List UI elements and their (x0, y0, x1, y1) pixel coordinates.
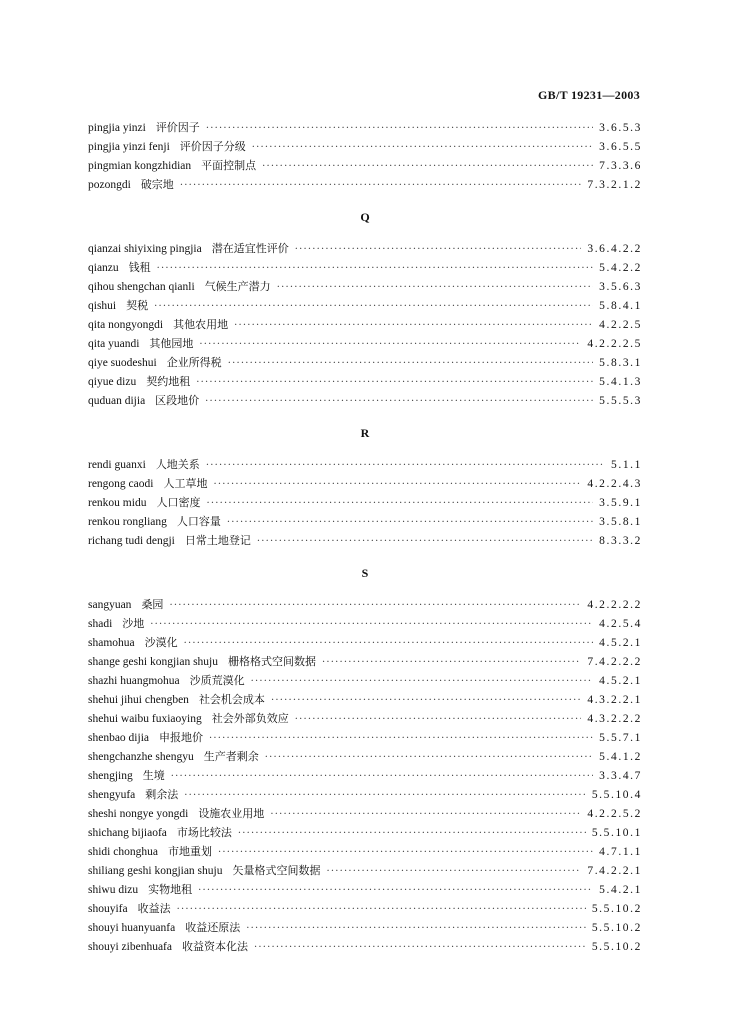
entry-chinese: 人口容量 (176, 515, 221, 528)
entry-pinyin: shazhi huangmohua (88, 675, 180, 687)
entry-pinyin: shengyufa (88, 789, 136, 801)
entry-chinese: 人口密度 (156, 496, 201, 509)
index-entry (88, 728, 642, 747)
entry-reference: 5.5.7.1 (599, 732, 642, 744)
index-entry (88, 842, 642, 861)
entry-pinyin: shidi chonghua (88, 846, 158, 858)
entry-pinyin: rendi guanxi (88, 459, 146, 471)
entry-pinyin: qihou shengchan qianli (88, 281, 195, 293)
index-entry (88, 372, 642, 391)
entry-pinyin: shouyi zibenhuafa (88, 941, 172, 953)
index-entry (88, 690, 642, 709)
index-entry (88, 614, 642, 633)
index-section (88, 564, 642, 956)
standard-code: GB/T 19231—2003 (538, 88, 640, 102)
entry-pinyin: pingjia yinzi (88, 122, 146, 134)
dot-leader (265, 748, 593, 767)
entry-pinyin: sheshi nongye yongdi (88, 808, 189, 820)
index-entry (88, 747, 642, 766)
dot-leader (262, 157, 593, 176)
dot-leader (213, 475, 581, 494)
entry-chinese: 矢量格式空间数据 (232, 864, 321, 877)
index-section (88, 118, 642, 194)
dot-leader (184, 786, 586, 805)
entry-reference: 4.5.2.1 (599, 637, 642, 649)
entry-reference: 4.2.2.2.5 (587, 338, 642, 350)
index-entry (88, 296, 642, 315)
dot-leader (177, 900, 586, 919)
index-entry (88, 709, 642, 728)
entry-reference: 5.5.10.2 (591, 941, 642, 953)
dot-leader (184, 634, 594, 653)
entry-chinese: 沙漠化 (144, 636, 178, 649)
entry-pinyin: qishui (88, 300, 117, 312)
index-list (88, 118, 642, 956)
dot-leader (218, 843, 593, 862)
entry-pinyin: shange geshi kongjian shuju (88, 656, 218, 668)
entry-reference: 5.8.3.1 (599, 357, 642, 369)
dot-leader (254, 938, 586, 957)
entry-chinese: 契税 (126, 299, 149, 312)
dot-leader (277, 278, 593, 297)
index-entry (88, 633, 642, 652)
index-entry (88, 353, 642, 372)
index-entry (88, 493, 642, 512)
index-entry (88, 175, 642, 194)
index-entry (88, 118, 642, 137)
entry-chinese: 区段地价 (155, 394, 200, 407)
entry-pinyin: qita nongyongdi (88, 319, 164, 331)
entry-chinese: 社会机会成本 (198, 693, 265, 706)
entry-reference: 4.7.1.1 (599, 846, 642, 858)
dot-leader (150, 615, 593, 634)
index-entry (88, 512, 642, 531)
entry-reference: 4.2.2.4.3 (587, 478, 642, 490)
entry-reference: 5.5.10.1 (591, 827, 642, 839)
entry-chinese: 市地重划 (167, 845, 212, 858)
entry-chinese: 市场比较法 (176, 826, 232, 839)
index-entry (88, 595, 642, 614)
entry-reference: 5.5.5.3 (599, 395, 642, 407)
entry-chinese: 申报地价 (159, 731, 203, 744)
dot-leader (196, 373, 593, 392)
entry-pinyin: shiliang geshi kongjian shuju (88, 865, 223, 877)
entry-chinese: 企业所得税 (166, 356, 222, 369)
index-entry (88, 239, 642, 258)
dot-leader (252, 138, 593, 157)
index-entry (88, 899, 642, 918)
index-section (88, 208, 642, 410)
entry-chinese: 收益法 (137, 902, 171, 915)
entry-reference: 4.3.2.2.1 (587, 694, 642, 706)
entry-reference: 5.4.2.2 (599, 262, 642, 274)
index-entry (88, 474, 642, 493)
entry-reference: 3.6.4.2.2 (587, 243, 642, 255)
entry-reference: 4.5.2.1 (599, 675, 642, 687)
dot-leader (234, 316, 593, 335)
entry-chinese: 人工草地 (163, 477, 208, 490)
entry-pinyin: shehui jihui chengben (88, 694, 189, 706)
index-entry (88, 334, 642, 353)
dot-leader (271, 691, 581, 710)
entry-pinyin: qianzu (88, 262, 119, 274)
entry-pinyin: shenbao dijia (88, 732, 149, 744)
dot-leader (209, 729, 593, 748)
entry-pinyin: pingmian kongzhidian (88, 160, 192, 172)
dot-leader (246, 919, 586, 938)
entry-reference: 7.4.2.2.1 (587, 865, 642, 877)
dot-leader (322, 653, 581, 672)
entry-pinyin: pozongdi (88, 179, 131, 191)
index-section (88, 424, 642, 550)
entry-pinyin: shadi (88, 618, 113, 630)
index-entry (88, 455, 642, 474)
dot-leader (295, 240, 582, 259)
entry-chinese: 收益资本化法 (182, 940, 248, 953)
dot-leader (295, 710, 582, 729)
entry-reference: 4.2.2.5.2 (587, 808, 642, 820)
entry-reference: 7.4.2.2.2 (587, 656, 642, 668)
index-entry (88, 156, 642, 175)
entry-reference: 5.5.10.2 (591, 903, 642, 915)
entry-pinyin: pingjia yinzi fenji (88, 141, 170, 153)
entry-pinyin: qiyue dizu (88, 376, 137, 388)
index-entry (88, 937, 642, 956)
entry-reference: 4.2.5.4 (599, 618, 642, 630)
dot-leader (238, 824, 586, 843)
entry-reference: 8.3.3.2 (599, 535, 642, 547)
entry-pinyin: qianzai shiyixing pingjia (88, 243, 202, 255)
entry-chinese: 生产者剩余 (203, 750, 259, 763)
entry-chinese: 实物地租 (148, 883, 193, 896)
index-entry (88, 258, 642, 277)
entry-pinyin: qita yuandi (88, 338, 140, 350)
entry-pinyin: shengjing (88, 770, 133, 782)
section-letter: Q (360, 210, 370, 224)
entry-chinese: 沙质荒漠化 (189, 674, 245, 687)
dot-leader (206, 456, 605, 475)
entry-reference: 5.4.1.2 (599, 751, 642, 763)
index-entry (88, 880, 642, 899)
dot-leader (206, 494, 593, 513)
entry-chinese: 评价因子 (155, 121, 200, 134)
index-entry (88, 652, 642, 671)
entry-pinyin: shichang bijiaofa (88, 827, 167, 839)
index-entry (88, 766, 642, 785)
entry-chinese: 生境 (142, 769, 165, 782)
entry-pinyin: richang tudi dengji (88, 535, 175, 547)
index-entry (88, 277, 642, 296)
dot-leader (180, 176, 582, 195)
section-letter: S (361, 566, 369, 580)
entry-reference: 3.6.5.3 (599, 122, 642, 134)
index-entry (88, 918, 642, 937)
index-entry (88, 804, 642, 823)
entry-chinese: 平面控制点 (201, 159, 257, 172)
entry-chinese: 钱租 (128, 261, 151, 274)
entry-reference: 7.3.3.6 (599, 160, 642, 172)
entry-chinese: 其他园地 (149, 337, 194, 350)
entry-chinese: 潜在适宜性评价 (211, 242, 289, 255)
entry-reference: 5.8.4.1 (599, 300, 642, 312)
entry-pinyin: rengong caodi (88, 478, 154, 490)
dot-leader (228, 354, 593, 373)
dot-leader (270, 805, 581, 824)
entry-reference: 5.5.10.4 (591, 789, 642, 801)
entry-chinese: 气候生产潜力 (204, 280, 271, 293)
entry-reference: 5.4.2.1 (599, 884, 642, 896)
entry-pinyin: quduan dijia (88, 395, 146, 407)
index-entry (88, 531, 642, 550)
index-entry (88, 823, 642, 842)
dot-leader (326, 862, 581, 881)
entry-chinese: 人地关系 (155, 458, 200, 471)
entry-reference: 4.2.2.2.2 (587, 599, 642, 611)
entry-pinyin: shouyi huanyuanfa (88, 922, 176, 934)
entry-chinese: 契约地租 (146, 375, 191, 388)
dot-leader (198, 881, 593, 900)
dot-leader (171, 767, 593, 786)
entry-reference: 5.5.10.2 (591, 922, 642, 934)
entry-reference: 5.4.1.3 (599, 376, 642, 388)
dot-leader (154, 297, 593, 316)
entry-chinese: 桑园 (141, 598, 164, 611)
entry-reference: 3.5.9.1 (599, 497, 642, 509)
entry-reference: 3.5.8.1 (599, 516, 642, 528)
entry-pinyin: renkou rongliang (88, 516, 167, 528)
dot-leader (257, 532, 593, 551)
index-entry (88, 785, 642, 804)
entry-reference: 3.3.4.7 (599, 770, 642, 782)
entry-chinese: 评价因子分级 (179, 140, 246, 153)
entry-chinese: 收益还原法 (185, 921, 241, 934)
dot-leader (199, 335, 581, 354)
dot-leader (251, 672, 594, 691)
index-entry (88, 137, 642, 156)
dot-leader (206, 119, 593, 138)
entry-chinese: 社会外部负效应 (211, 712, 289, 725)
entry-reference: 3.6.5.5 (599, 141, 642, 153)
entry-pinyin: shehui waibu fuxiaoying (88, 713, 202, 725)
entry-chinese: 破宗地 (140, 178, 174, 191)
entry-pinyin: shengchanzhe shengyu (88, 751, 194, 763)
index-entry (88, 315, 642, 334)
entry-pinyin: sangyuan (88, 599, 132, 611)
entry-chinese: 沙地 (122, 617, 145, 630)
entry-reference: 7.3.2.1.2 (587, 179, 642, 191)
section-letter: R (360, 426, 370, 440)
entry-reference: 4.2.2.5 (599, 319, 642, 331)
index-entry (88, 861, 642, 880)
entry-chinese: 栅格格式空间数据 (228, 655, 316, 668)
entry-pinyin: qiye suodeshui (88, 357, 157, 369)
entry-pinyin: shouyifa (88, 903, 128, 915)
entry-reference: 4.3.2.2.2 (587, 713, 642, 725)
index-entry (88, 391, 642, 410)
dot-leader (205, 392, 593, 411)
entry-chinese: 日常土地登记 (184, 534, 251, 547)
entry-chinese: 设施农业用地 (198, 807, 265, 820)
entry-reference: 3.5.6.3 (599, 281, 642, 293)
entry-pinyin: renkou midu (88, 497, 147, 509)
entry-chinese: 剩余法 (145, 788, 179, 801)
entry-chinese: 其他农用地 (173, 318, 229, 331)
entry-pinyin: shamohua (88, 637, 135, 649)
index-entry (88, 671, 642, 690)
entry-reference: 5.1.1 (611, 459, 642, 471)
dot-leader (157, 259, 594, 278)
entry-pinyin: shiwu dizu (88, 884, 139, 896)
dot-leader (227, 513, 593, 532)
dot-leader (169, 596, 581, 615)
